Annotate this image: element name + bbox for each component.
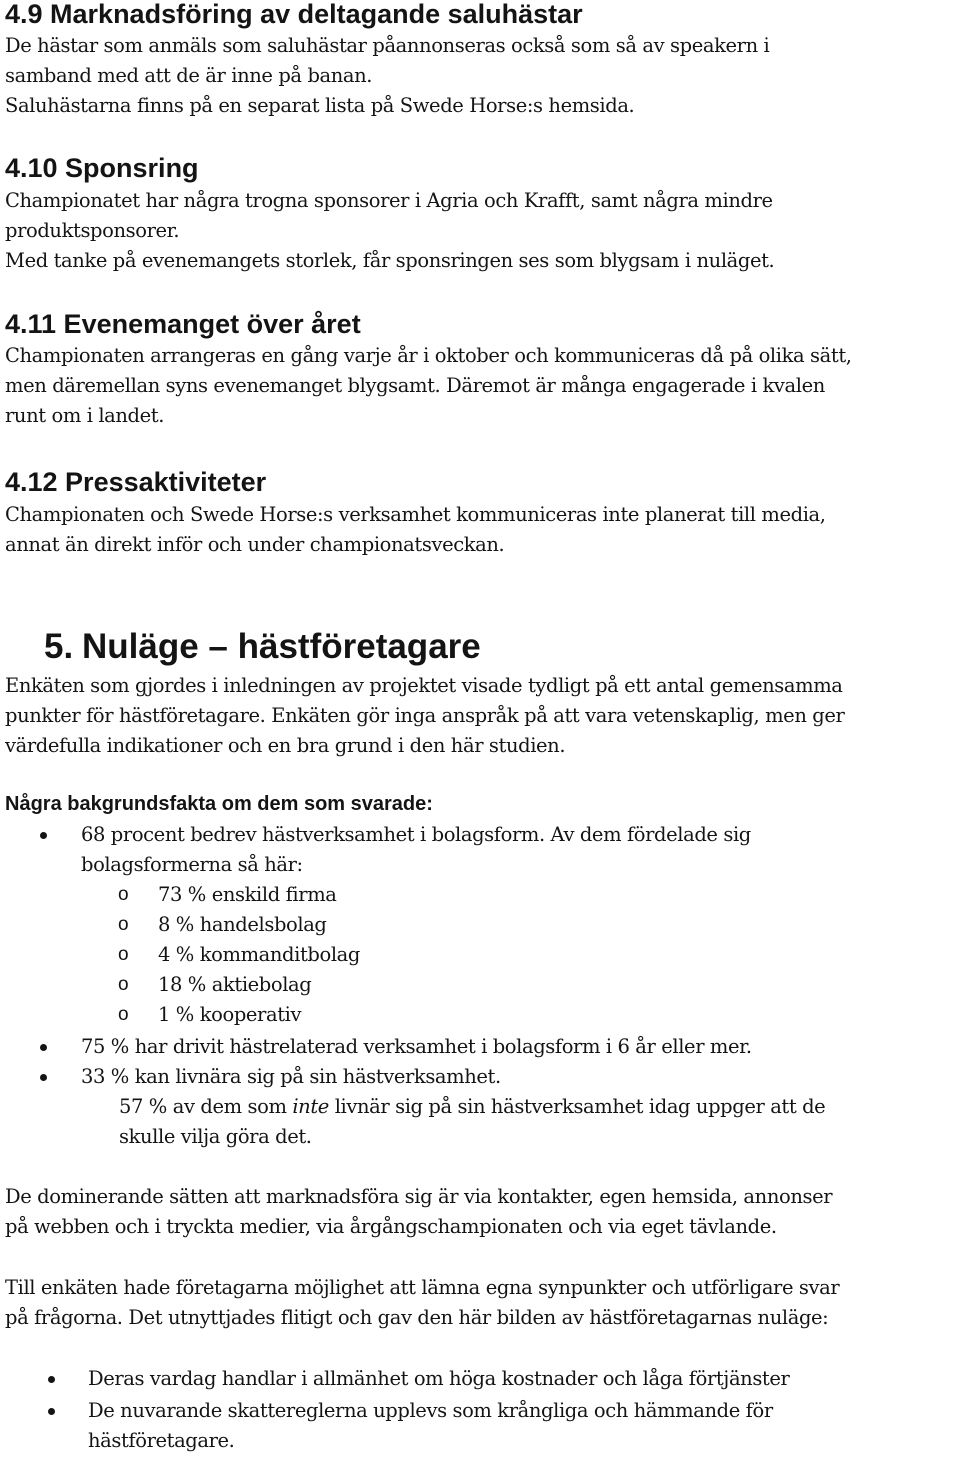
bullet-note — [119, 1092, 825, 1122]
paragraph-opinions — [5, 1273, 957, 1333]
paragraph-4-10 — [5, 186, 957, 276]
bullet-dot — [40, 832, 47, 839]
paragraph-4-9 — [5, 31, 957, 121]
chapter-heading-5 — [44, 627, 481, 667]
bullet-text: 33 % kan livnära sig på sin hästverksamhet. — [81, 1065, 501, 1088]
heading-4-11: 4.11 Evenemanget över året — [5, 309, 361, 339]
sub-item: 18 % aktiebolag — [158, 973, 312, 996]
text-line: värdefulla indikationer och en bra grund i den här studien. — [5, 734, 566, 757]
chapter-number: 5. — [44, 627, 74, 666]
text-line: runt om i landet. — [5, 404, 165, 427]
sub-bullet-marker: o — [118, 1004, 129, 1025]
text-line: Med tanke på evenemangets storlek, får sponsringen ses som blygsam i nuläget. — [5, 249, 775, 272]
bullet-text: De nuvarande skattereglerna upplevs som krångliga och hämmande för — [88, 1399, 773, 1422]
sub-item: 8 % handelsbolag — [158, 913, 327, 936]
bullet-text: 68 procent bedrev hästverksamhet i bolagsform. Av dem fördelade sig — [81, 823, 751, 846]
bullet-text: bolagsformerna så här: — [81, 853, 303, 876]
chapter-title: Nuläge – hästföretagare — [82, 627, 481, 666]
sub-item: 73 % enskild firma — [158, 883, 337, 906]
text-line: på frågorna. Det utnyttjades flitigt och gav den här bilden av hästföretagarnas nuläge: — [5, 1306, 829, 1329]
paragraph-4-11 — [5, 341, 957, 431]
sub-bullet-marker: o — [118, 944, 129, 965]
bullet-dot — [40, 1074, 47, 1081]
text-line: på webben och i tryckta medier, via årgångschampionaten och via eget tävlande. — [5, 1215, 777, 1238]
text-line: Enkäten som gjordes i inledningen av projektet visade tydligt på ett antal gemensamma — [5, 674, 843, 697]
heading-4-12: 4.12 Pressaktiviteter — [5, 467, 267, 497]
text-line: produktsponsorer. — [5, 219, 180, 242]
sub-bullet-marker: o — [118, 884, 129, 905]
heading-4-9: 4.9 Marknadsföring av deltagande saluhästar — [5, 0, 583, 29]
facts-heading: Några bakgrundsfakta om dem som svarade: — [5, 793, 433, 815]
paragraph-marketing — [5, 1182, 957, 1242]
bullet-note: skulle vilja göra det. — [119, 1125, 312, 1148]
text-line: Till enkäten hade företagarna möjlighet att lämna egna synpunkter och utförligare svar — [5, 1276, 840, 1299]
text-line: Championatet har några trogna sponsorer i Agria och Krafft, samt några mindre — [5, 189, 773, 212]
bullet-dot — [40, 1044, 47, 1051]
bullet-text: Deras vardag handlar i allmänhet om höga kostnader och låga förtjänster — [88, 1367, 790, 1390]
bullet-dot — [48, 1408, 55, 1415]
bullet-text: hästföretagare. — [88, 1429, 235, 1452]
bullet-dot — [48, 1376, 55, 1383]
sub-bullet-marker: o — [118, 914, 129, 935]
text-line: Championaten arrangeras en gång varje år i oktober och kommuniceras då på olika sätt, — [5, 344, 852, 367]
paragraph-intro — [5, 671, 957, 761]
sub-item: 4 % kommanditbolag — [158, 943, 360, 966]
note-text: livnär sig på sin hästverksamhet idag uppger att de — [328, 1095, 826, 1118]
heading-4-10: 4.10 Sponsring — [5, 153, 199, 183]
text-line: Saluhästarna finns på en separat lista på Swede Horse:s hemsida. — [5, 94, 635, 117]
note-emphasis: inte — [292, 1095, 329, 1118]
sub-item: 1 % kooperativ — [158, 1003, 302, 1026]
text-line: men däremellan syns evenemanget blygsamt. Däremot är många engagerade i kvalen — [5, 374, 825, 397]
text-line: Championaten och Swede Horse:s verksamhet kommuniceras inte planerat till media, — [5, 503, 826, 526]
note-text: 57 % av dem som — [119, 1095, 293, 1118]
text-line: samband med att de är inne på banan. — [5, 64, 373, 87]
text-line: punkter för hästföretagare. Enkäten gör inga anspråk på att vara vetenskaplig, men ger — [5, 704, 845, 727]
text-line: annat än direkt inför och under championatsveckan. — [5, 533, 505, 556]
text-line: De dominerande sätten att marknadsföra sig är via kontakter, egen hemsida, annonser — [5, 1185, 833, 1208]
bullet-text: 75 % har drivit hästrelaterad verksamhet i bolagsform i 6 år eller mer. — [81, 1035, 752, 1058]
paragraph-4-12 — [5, 500, 957, 560]
sub-bullet-marker: o — [118, 974, 129, 995]
text-line: De hästar som anmäls som saluhästar påannonseras också som så av speakern i — [5, 34, 770, 57]
